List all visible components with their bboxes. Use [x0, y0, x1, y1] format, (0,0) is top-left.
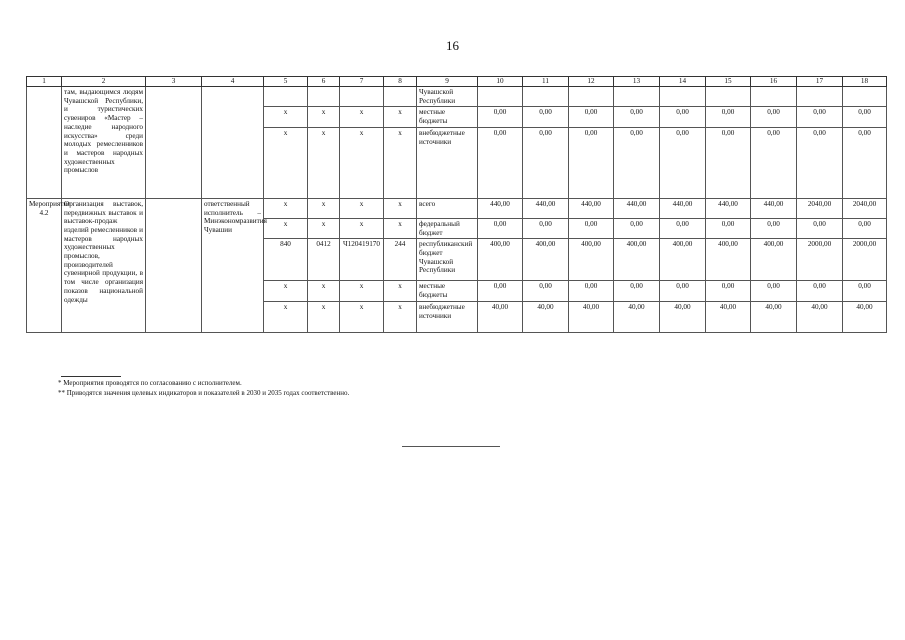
budget-code-c8: x: [384, 198, 417, 218]
funding-source: всего: [417, 198, 478, 218]
funding-value: 400,00: [706, 239, 751, 281]
budget-code-c7: x: [340, 218, 384, 238]
funding-value: 40,00: [797, 302, 843, 333]
measure-id: [27, 87, 62, 199]
column-header: 8: [384, 77, 417, 87]
budget-code-c5: x: [264, 127, 308, 198]
budget-code-c5: x: [264, 281, 308, 302]
budget-code-c6: 0412: [308, 239, 340, 281]
budget-code-c6: x: [308, 107, 340, 127]
column-header: 9: [417, 77, 478, 87]
funding-value: 440,00: [751, 198, 797, 218]
funding-source: федеральный бюджет: [417, 218, 478, 238]
funding-value: 0,00: [843, 127, 887, 198]
funding-value: 0,00: [706, 218, 751, 238]
funding-value: 0,00: [706, 127, 751, 198]
funding-value: 0,00: [478, 218, 523, 238]
program-table: [26, 76, 887, 333]
budget-code-c6: x: [308, 127, 340, 198]
funding-value: 0,00: [751, 218, 797, 238]
column-header: 15: [706, 77, 751, 87]
column-header: 7: [340, 77, 384, 87]
budget-code-c5: [264, 87, 308, 107]
column-header: 5: [264, 77, 308, 87]
budget-code-c6: x: [308, 218, 340, 238]
funding-value: [569, 87, 614, 107]
funding-value: 0,00: [614, 218, 660, 238]
funding-value: 0,00: [797, 281, 843, 302]
column-header: 11: [523, 77, 569, 87]
funding-value: [523, 87, 569, 107]
funding-value: 0,00: [660, 107, 706, 127]
footnote-2: ** Приводятся значения целевых индикаторов и показателей в 2030 и 2035 годах соответственно.: [58, 389, 350, 397]
budget-code-c7: [340, 87, 384, 107]
funding-source: местные бюджеты: [417, 281, 478, 302]
footnote-1: * Мероприятия проводятся по согласованию с исполнителем.: [58, 379, 242, 387]
funding-value: 0,00: [843, 218, 887, 238]
funding-value: 0,00: [569, 127, 614, 198]
funding-value: 0,00: [569, 281, 614, 302]
footnote-divider: [61, 376, 121, 377]
funding-value: 40,00: [614, 302, 660, 333]
budget-code-c7: x: [340, 198, 384, 218]
budget-code-c8: x: [384, 107, 417, 127]
funding-value: 2000,00: [843, 239, 887, 281]
funding-value: 2040,00: [797, 198, 843, 218]
budget-code-c5: x: [264, 198, 308, 218]
column-header: 4: [202, 77, 264, 87]
column-header: 12: [569, 77, 614, 87]
funding-source: внебюджетные источники: [417, 127, 478, 198]
funding-value: 0,00: [797, 218, 843, 238]
funding-value: 440,00: [706, 198, 751, 218]
funding-value: 40,00: [660, 302, 706, 333]
funding-value: 2040,00: [843, 198, 887, 218]
measure-description: Организация выставок, передвижных выставок и выставок-продаж изделий ремесленников и мастеров народных художественных промыслов, производителей сувенирной продукции, в том числе организация показов национальной одежды: [62, 198, 146, 332]
budget-code-c7: x: [340, 281, 384, 302]
funding-value: 40,00: [751, 302, 797, 333]
budget-code-c6: x: [308, 281, 340, 302]
table-row: [27, 87, 887, 107]
budget-code-c6: [308, 87, 340, 107]
funding-value: 400,00: [660, 239, 706, 281]
budget-code-c8: 244: [384, 239, 417, 281]
funding-value: 40,00: [478, 302, 523, 333]
budget-code-c5: x: [264, 107, 308, 127]
funding-source: Чувашской Республики: [417, 87, 478, 107]
funding-value: 0,00: [843, 107, 887, 127]
budget-code-c8: x: [384, 302, 417, 333]
funding-value: [614, 87, 660, 107]
funding-value: 0,00: [523, 127, 569, 198]
column-header: 10: [478, 77, 523, 87]
goal-cell: [146, 87, 202, 199]
budget-code-c8: x: [384, 281, 417, 302]
column-header: 3: [146, 77, 202, 87]
funding-value: 0,00: [797, 127, 843, 198]
funding-source: местные бюджеты: [417, 107, 478, 127]
funding-value: 0,00: [797, 107, 843, 127]
column-header: 2: [62, 77, 146, 87]
executor: ответственный исполнитель – Минэкономразвития Чувашии: [202, 198, 264, 332]
funding-value: 40,00: [706, 302, 751, 333]
funding-value: 40,00: [843, 302, 887, 333]
measure-id: Мероприятие 4.2: [27, 198, 62, 332]
column-header: 14: [660, 77, 706, 87]
funding-value: 0,00: [523, 281, 569, 302]
funding-value: 0,00: [751, 127, 797, 198]
header-row: [27, 77, 887, 87]
budget-code-c7: x: [340, 127, 384, 198]
table-row: [27, 198, 887, 218]
funding-value: [797, 87, 843, 107]
column-header: 17: [797, 77, 843, 87]
funding-value: [706, 87, 751, 107]
funding-value: 400,00: [751, 239, 797, 281]
budget-code-c8: [384, 87, 417, 107]
funding-value: 0,00: [660, 127, 706, 198]
page-number: 16: [446, 38, 459, 53]
funding-value: 0,00: [660, 218, 706, 238]
column-header: 1: [27, 77, 62, 87]
funding-value: 0,00: [569, 107, 614, 127]
measure-description: там, выдающимся людям Чувашской Республики, и туристических сувениров «Мастер – наследие народного искусства» среди молодых ремесленников и мастеров народных художественных промыслов: [62, 87, 146, 199]
budget-code-c8: x: [384, 127, 417, 198]
funding-value: 440,00: [660, 198, 706, 218]
funding-value: 0,00: [614, 127, 660, 198]
funding-value: [660, 87, 706, 107]
funding-value: 0,00: [751, 107, 797, 127]
funding-value: 0,00: [523, 107, 569, 127]
funding-value: 440,00: [614, 198, 660, 218]
funding-value: 400,00: [478, 239, 523, 281]
funding-value: 0,00: [614, 281, 660, 302]
funding-value: [751, 87, 797, 107]
end-divider: [402, 446, 500, 447]
column-header: 6: [308, 77, 340, 87]
funding-value: 400,00: [614, 239, 660, 281]
column-header: 16: [751, 77, 797, 87]
budget-code-c5: 840: [264, 239, 308, 281]
funding-value: 440,00: [569, 198, 614, 218]
funding-source: республиканский бюджет Чувашской Республики: [417, 239, 478, 281]
funding-value: [843, 87, 887, 107]
column-header: 13: [614, 77, 660, 87]
funding-value: 40,00: [569, 302, 614, 333]
column-header: 18: [843, 77, 887, 87]
funding-value: 400,00: [523, 239, 569, 281]
budget-code-c5: x: [264, 302, 308, 333]
funding-value: [478, 87, 523, 107]
budget-code-c7: Ч120419170: [340, 239, 384, 281]
budget-code-c7: x: [340, 107, 384, 127]
executor: [202, 87, 264, 199]
funding-value: 40,00: [523, 302, 569, 333]
funding-value: 2000,00: [797, 239, 843, 281]
budget-code-c6: x: [308, 302, 340, 333]
budget-code-c5: x: [264, 218, 308, 238]
funding-value: 0,00: [523, 218, 569, 238]
budget-code-c6: x: [308, 198, 340, 218]
funding-value: 440,00: [478, 198, 523, 218]
funding-value: 0,00: [660, 281, 706, 302]
budget-code-c7: x: [340, 302, 384, 333]
funding-value: 0,00: [478, 107, 523, 127]
funding-value: 0,00: [569, 218, 614, 238]
funding-value: 0,00: [706, 107, 751, 127]
goal-cell: [146, 198, 202, 332]
funding-value: 0,00: [843, 281, 887, 302]
funding-value: 0,00: [614, 107, 660, 127]
funding-value: 440,00: [523, 198, 569, 218]
funding-value: 0,00: [706, 281, 751, 302]
funding-value: 0,00: [751, 281, 797, 302]
funding-source: внебюджетные источники: [417, 302, 478, 333]
funding-value: 0,00: [478, 281, 523, 302]
budget-code-c8: x: [384, 218, 417, 238]
funding-value: 400,00: [569, 239, 614, 281]
funding-value: 0,00: [478, 127, 523, 198]
